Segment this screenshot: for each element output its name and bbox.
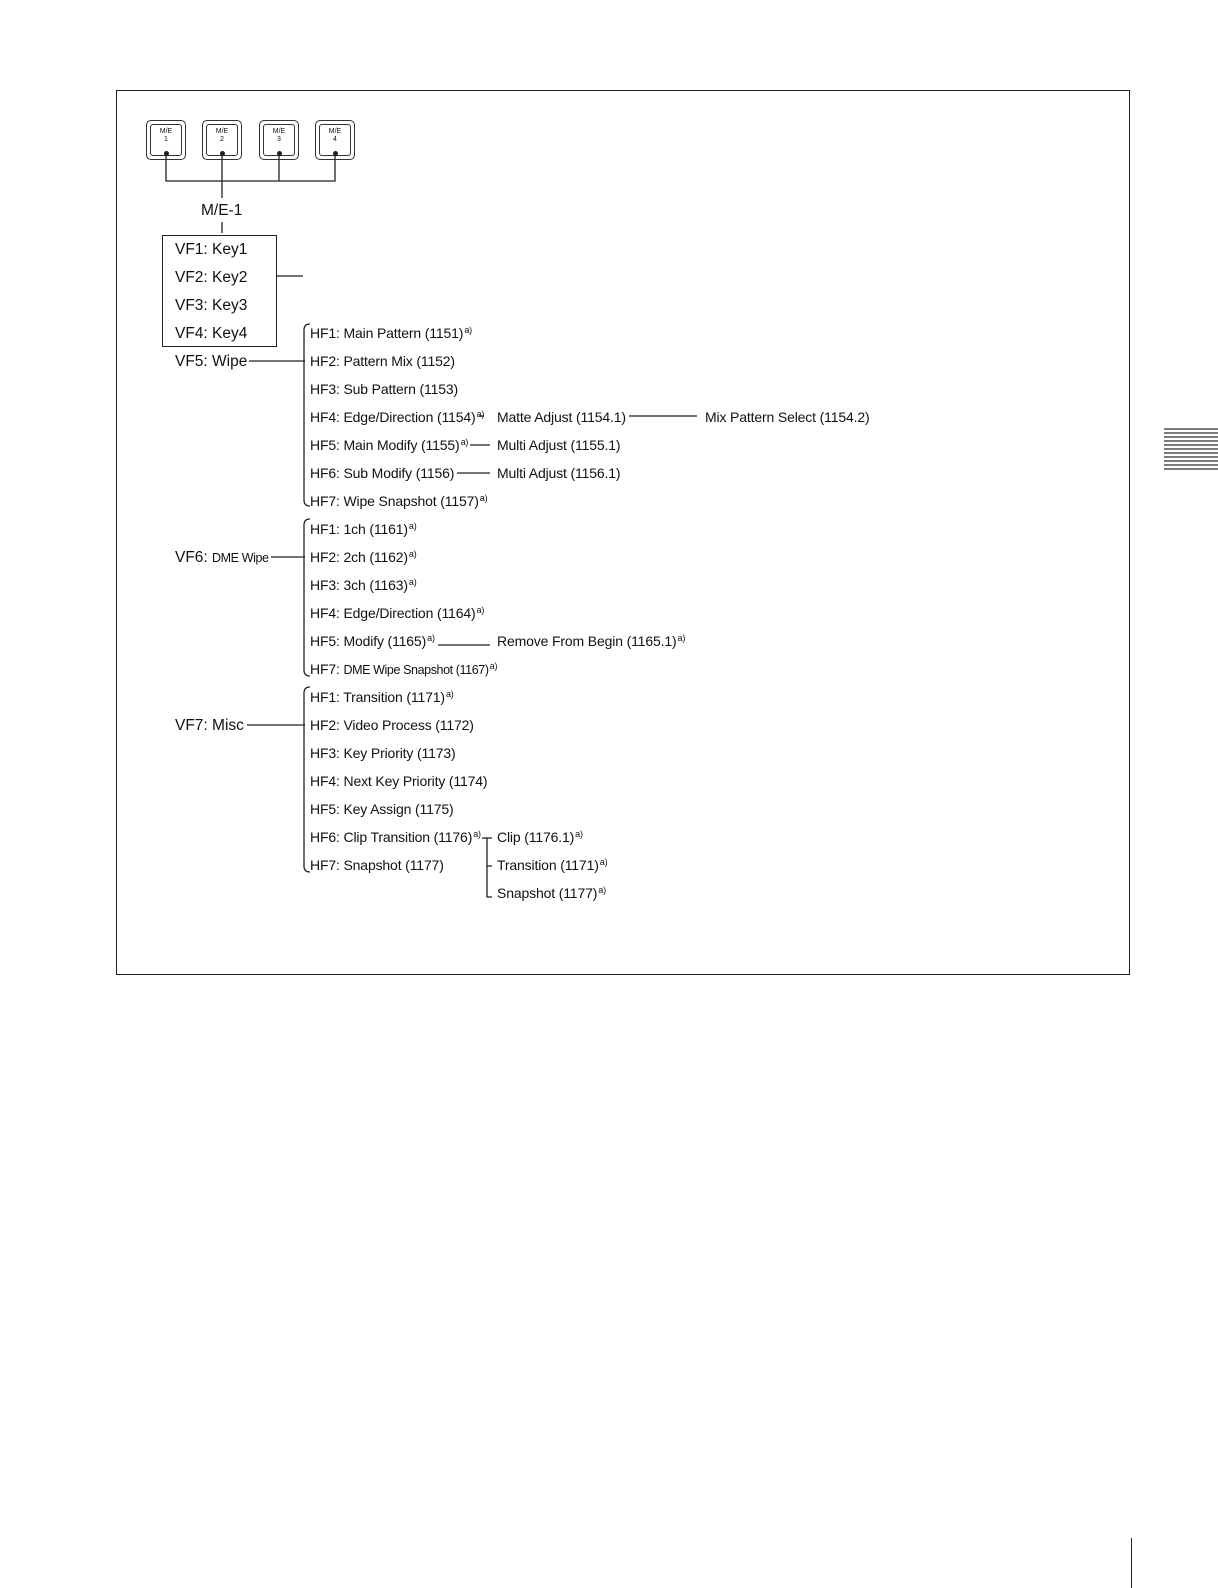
me-2-button-number: 2 (220, 135, 224, 143)
footnote-mark: a) (408, 549, 417, 559)
vf6-hf4-text: HF4: Edge/Direction (1164) (310, 605, 476, 621)
footnote-mark: a) (677, 633, 686, 643)
footnote-mark: a) (575, 829, 583, 839)
me-3-button-number: 3 (277, 135, 281, 143)
vf7-hf5-text: HF5: Key Assign (1175) (310, 801, 454, 817)
vf5-hf1-text: HF1: Main Pattern (1151) (310, 325, 464, 341)
vf4-key4[interactable]: VF4: Key4 (175, 325, 248, 342)
clip-transition-1171[interactable] (497, 858, 607, 872)
footnote-mark: a) (445, 689, 454, 699)
clip-1176-1[interactable] (497, 830, 583, 844)
vf6-hf4[interactable] (310, 606, 484, 620)
footnote-mark: a) (408, 521, 417, 531)
chapter-tab-marker (1164, 428, 1218, 470)
vf5-hf2-text: HF2: Pattern Mix (1152) (310, 353, 455, 369)
me-2-button-label: M/E (215, 128, 229, 135)
vf2-key2[interactable]: VF2: Key2 (175, 269, 248, 286)
vf7-hf7[interactable] (310, 858, 444, 872)
remove-from-begin-text: Remove From Begin (1165.1) (497, 633, 677, 649)
vf5-hf1[interactable] (310, 326, 472, 340)
footnote-mark: a) (460, 437, 469, 447)
vf7-hf1[interactable] (310, 690, 454, 704)
vf5-hf5-text: HF5: Main Modify (1155) (310, 437, 460, 453)
vf6-hf5[interactable] (310, 634, 435, 648)
vf6-hf7-suffix: DME Wipe Snapshot (1167) (343, 663, 489, 677)
me-3-button-label: M/E (272, 128, 286, 135)
vf5-wipe-label[interactable]: VF5: Wipe (175, 353, 248, 370)
vf5-hf2[interactable] (310, 354, 455, 368)
remove-from-begin[interactable] (497, 634, 685, 648)
vf6-label-prefix: VF6: (175, 549, 208, 566)
mix-pattern-select[interactable]: Mix Pattern Select (1154.2) (705, 409, 870, 425)
multi-adjust-1156[interactable]: Multi Adjust (1156.1) (497, 465, 621, 481)
vf6-label-suffix: DME Wipe (212, 551, 269, 565)
vf7-hf6-text: HF6: Clip Transition (1176) (310, 829, 473, 845)
footnote-mark: a) (598, 885, 606, 895)
clip-snapshot-1177[interactable] (497, 886, 606, 900)
vf6-hf7[interactable] (310, 662, 497, 677)
vf7-hf4-text: HF4: Next Key Priority (1174) (310, 773, 488, 789)
vf7-hf2-text: HF2: Video Process (1172) (310, 717, 474, 733)
page-edge-rule (1131, 1538, 1132, 1588)
footnote-mark: a) (489, 661, 498, 671)
vf7-hf3[interactable] (310, 746, 456, 760)
vf5-hf7-text: HF7: Wipe Snapshot (1157) (310, 493, 479, 509)
vf6-hf5-text: HF5: Modify (1165) (310, 633, 427, 649)
vf5-hf3[interactable] (310, 382, 458, 396)
vf3-key3[interactable]: VF3: Key3 (175, 297, 248, 314)
vf7-misc-label[interactable]: VF7: Misc (175, 717, 244, 734)
vf6-dme-wipe-label[interactable] (175, 550, 269, 566)
vf5-hf5[interactable] (310, 438, 468, 452)
vf7-hf4[interactable] (310, 774, 487, 788)
vf5-hf3-text: HF3: Sub Pattern (1153) (310, 381, 459, 397)
vf6-hf7-prefix: HF7: (310, 661, 340, 677)
vf7-hf6[interactable] (310, 830, 481, 844)
footnote-mark: a) (476, 409, 485, 419)
me-1-button-number: 1 (164, 135, 168, 143)
footnote-mark: a) (427, 633, 435, 643)
vf6-hf3[interactable] (310, 578, 417, 592)
vf6-hf2[interactable] (310, 550, 417, 564)
vf1-key1[interactable]: VF1: Key1 (175, 241, 248, 258)
vf5-hf6[interactable] (310, 466, 454, 480)
vf6-hf1[interactable] (310, 522, 417, 536)
clip-text: Clip (1176.1) (497, 829, 575, 845)
vf7-hf3-text: HF3: Key Priority (1173) (310, 745, 456, 761)
footnote-mark: a) (464, 325, 473, 335)
clip-snapshot-text: Snapshot (1177) (497, 885, 598, 901)
matte-adjust[interactable]: Matte Adjust (1154.1) (497, 409, 626, 425)
vf7-hf5[interactable] (310, 802, 454, 816)
vf5-hf7[interactable] (310, 494, 487, 508)
vf5-hf6-text: HF6: Sub Modify (1156) (310, 465, 455, 481)
vf5-hf4-text: HF4: Edge/Direction (1154) (310, 409, 476, 425)
vf6-hf1-text: HF1: 1ch (1161) (310, 521, 408, 537)
footnote-mark: a) (599, 857, 608, 867)
footnote-mark: a) (479, 493, 488, 503)
clip-transition-text: Transition (1171) (497, 857, 599, 873)
me-4-button-label: M/E (328, 128, 342, 135)
vf7-hf7-text: HF7: Snapshot (1177) (310, 857, 444, 873)
vf7-hf2[interactable] (310, 718, 474, 732)
footnote-mark: a) (473, 829, 481, 839)
footnote-mark: a) (476, 605, 485, 615)
vf6-hf3-text: HF3: 3ch (1163) (310, 577, 408, 593)
me-1-button-label: M/E (159, 128, 173, 135)
multi-adjust-1155[interactable]: Multi Adjust (1155.1) (497, 437, 621, 453)
footnote-mark: a) (408, 577, 417, 587)
vf7-hf1-text: HF1: Transition (1171) (310, 689, 445, 705)
me-4-button-number: 4 (333, 135, 337, 143)
vf5-hf4[interactable] (310, 410, 484, 424)
me-1-label: M/E-1 (201, 202, 243, 219)
vf6-hf2-text: HF2: 2ch (1162) (310, 549, 408, 565)
